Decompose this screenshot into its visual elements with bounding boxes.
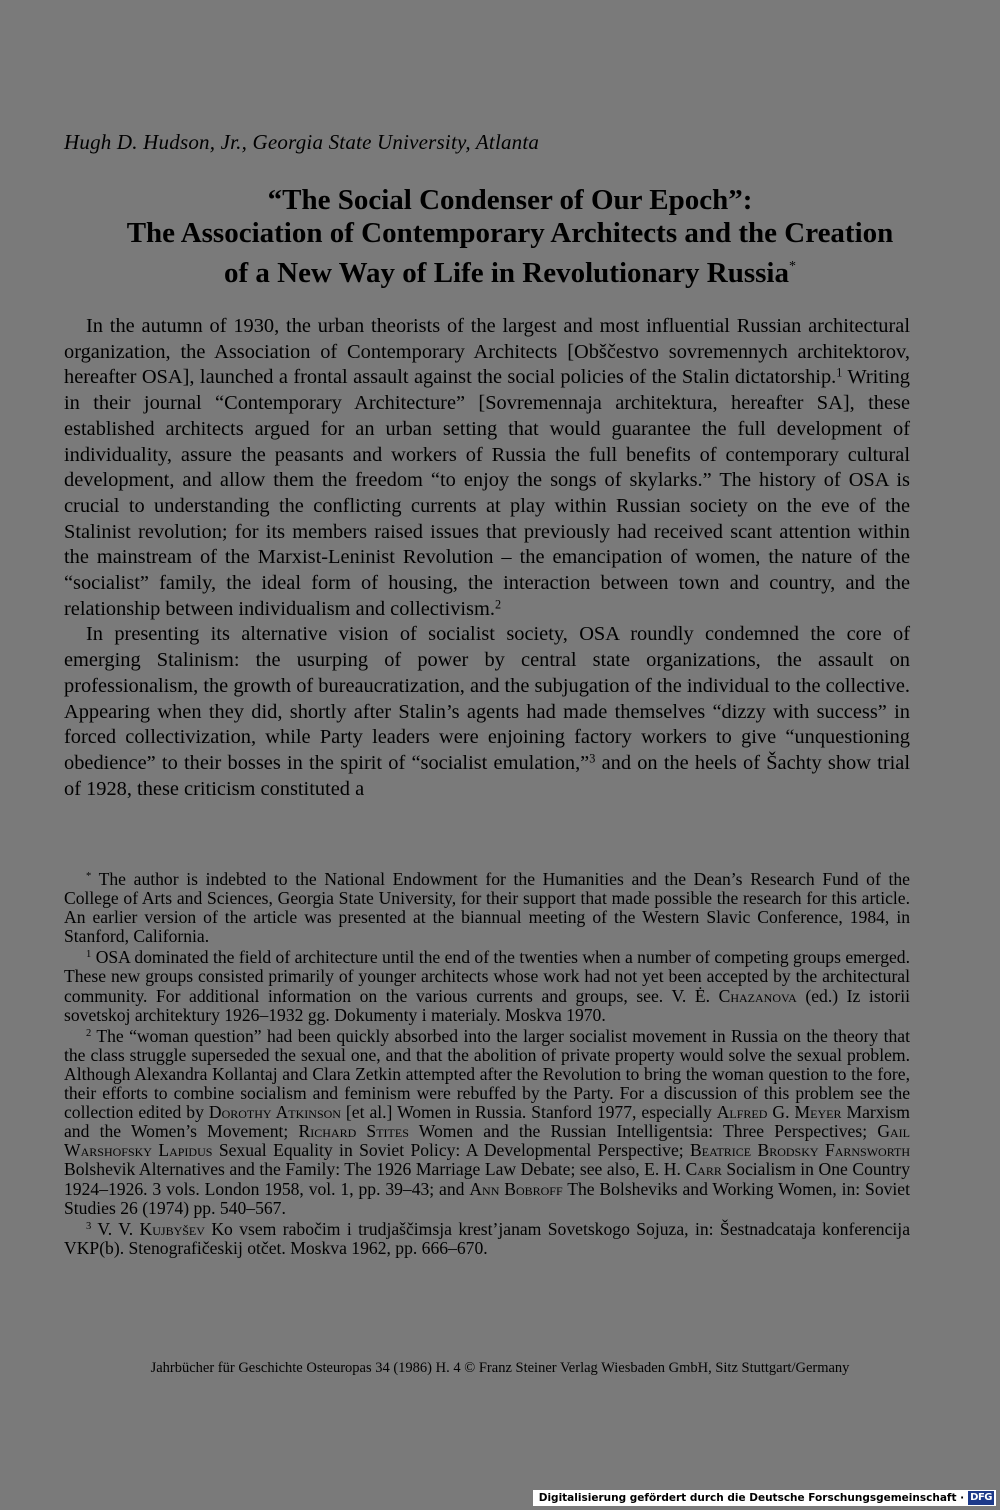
title-line-3 [50,250,970,290]
dfg-funding-text: Digitalisierung gefördert durch die Deutsche Forschungsgemeinschaft · [538,1492,965,1504]
footnote-text: [et al.] Women in Russia. Stanford 1977, especially [340,1102,717,1123]
footnote-star [64,870,910,946]
cited-author: Alfred G. Meyer [716,1102,842,1123]
footnote-3 [64,1220,910,1258]
footnote-ref-1: 1 [836,365,843,380]
paragraph-1-text-a: In the autumn of 1930, the urban theorists of the largest and most influential Russian architectural organization, the Association of Contemporary Architects [Obščestvo sovremennych architektorov, hereafter OSA], launched a frontal assault against the social policies of the Stalin dictatorship. [64,315,910,389]
footnote-text: The Bolsheviks and Working Women, in: Soviet Studies 26 (1974) pp. 540–567. [64,1178,911,1218]
footnote-text: The author is indebted to the National Endowment for the Humanities and the Dean’s Research Fund of the College of Arts and Sciences, Georgia State University, for their support that made possible the research for this article. An earlier version of the article was presented at the biannual meeting of the Western Slavic Conference, 1984, in Stanford, California. [64,869,910,947]
footnote-text: Socialism in One Country 1924–1926. 3 vols. London 1958, vol. 1, pp. 39–43; and [64,1159,911,1199]
footnote-text: Ko vsem rabočim i trudjaščimsja krest’janam Sovetskogo Sojuza, in: Šestnadcataja konferencija VKP(b). Stenografičeskij otčet. Moskva 1962, pp. 666–670. [64,1218,910,1258]
cited-author: Beatrice Brodsky Farnsworth [690,1140,911,1161]
footnote-marker: 2 [86,1027,92,1039]
footnote-2 [64,1027,910,1218]
journal-footer: Jahrbücher für Geschichte Osteuropas 34 (1986) H. 4 © Franz Steiner Verlag Wiesbaden GmbH, Sitz Stuttgart/Germany [150,1360,850,1376]
footnote-1 [64,948,910,1024]
dfg-funding-banner [533,1490,996,1506]
paragraph-2-text-a: In presenting its alternative vision of socialist society, OSA roundly condemned the core of emerging Stalinism: the usurping of power by central state organizations, the assault on professionalism, the growth of bureaucratization, and the subjugation of the individual to the collective. Appearing when they did, shortly after Stalin’s agents had made themselves “dizzy with success” in forced collectivization, while Party leaders were enjoining factory workers to give “unquestioning obedience” to their bosses in the spirit of “socialist emulation,” [64,623,910,774]
footnote-text: OSA dominated the field of architecture until the end of the twenties when a number of competing groups emerged. These new groups consisted primarily of younger architects whose work had not yet been accepted by the architectural community. For additional information on the various currents and groups, see. V. Ė. [64,947,910,1006]
title-line-3-text: of a New Way of Life in Revolutionary Russia [224,257,789,289]
footnotes [64,870,910,1260]
paragraph-1-text-b: Writing in their journal “Contemporary Architecture” [Sovremennaja architektura, hereafter SA], these established architects argued for an urban setting that would guarantee the full development of individuality, assure the peasants and workers of Russia the full benefits of contemporary cultural development, and allow them the freedom “to enjoy the songs of skylarks.” The history of OSA is crucial to understanding the conflicting currents at play within Russian society on the eve of the Stalinist revolution; for its members raised issues that previously had received scant attention within the mainstream of the Marxist-Leninist Revolution – the emancipation of women, the nature of the “socialist” family, the ideal form of housing, the interaction between town and country, and the relationship between individualism and collectivism. [64,366,910,620]
author-line: Hugh D. Hudson, Jr., Georgia State University, Atlanta [64,130,540,154]
paragraph-2-text-b: and on the heels of Šachty show trial of 1928, these criticism constituted a [64,751,911,800]
footnote-text: Marxism and the Women’s Movement; [64,1102,910,1142]
title-footnote-marker: * [788,259,796,274]
footnote-text: V. V. [91,1218,140,1239]
cited-author: Carr [685,1159,722,1180]
footnote-text: The “woman question” had been quickly absorbed into the larger socialist movement in Russia on the theory that the class struggle superseded the sexual one, and that the abolition of private property would solve the sexual problem. Although Alexandra Kollantaj and Clara Zetkin attempted after the Revolution to bring the woman question to the fore, their efforts to combine socialism and feminism were rebuffed by the Party. For a discussion of this problem see the collection edited by [64,1025,910,1123]
footnote-ref-3: 3 [589,751,596,766]
cited-author: Gail Warshofsky Lapidus [64,1121,911,1161]
body-text [64,314,910,802]
title-line-2: The Association of Contemporary Architects and the Creation [126,217,894,249]
title-line-1: “The Social Condenser of Our Epoch”: [267,184,753,216]
cited-author: Ann Bobroff [469,1178,563,1199]
footnote-marker: 3 [86,1220,92,1232]
cited-author: Kujbyšev [139,1218,205,1239]
paragraph-2 [64,622,910,802]
dfg-logo: DFG [970,1492,992,1503]
footnote-text: (ed.) Iz istorii sovetskoj architektury 1926–1932 gg. Dokumenty i materialy. Moskva 1970. [64,985,910,1025]
cited-author: Richard Stites [298,1121,409,1142]
footnote-marker: * [86,871,92,883]
footnote-text: Sexual Equality in Soviet Policy: A Developmental Perspective; [212,1140,691,1161]
cited-author: Chazanova [718,985,797,1006]
footnote-ref-2: 2 [494,597,502,612]
footnote-marker: 1 [86,949,92,961]
article-title [50,184,970,290]
footnote-text: Bolshevik Alternatives and the Family: The 1926 Marriage Law Debate; see also, E. H. [64,1159,686,1180]
paragraph-1 [64,314,910,622]
cited-author: Dorothy Atkinson [208,1102,341,1123]
footnote-text: Women and the Russian Intelligentsia: Three Perspectives; [408,1121,878,1142]
